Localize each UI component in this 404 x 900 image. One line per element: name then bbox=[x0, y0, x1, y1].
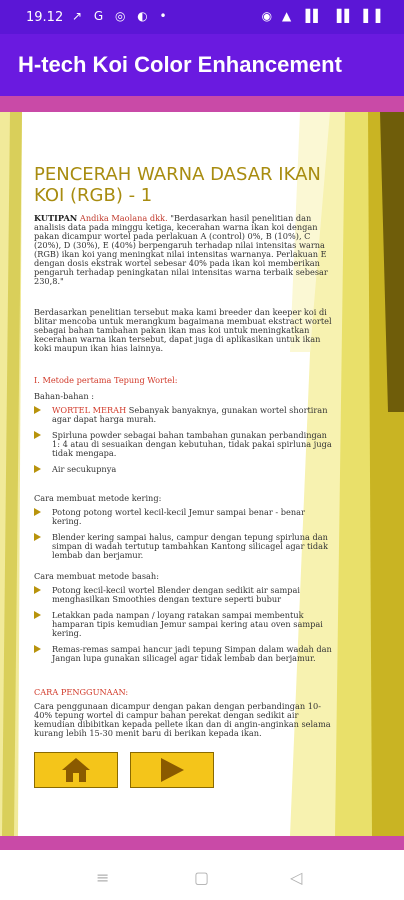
system-navigation-bar bbox=[0, 850, 404, 900]
app-bar bbox=[0, 34, 404, 96]
list-item bbox=[34, 406, 334, 424]
arrow-bullet-icon bbox=[34, 431, 41, 439]
app-title: H-tech Koi Color Enhancement bbox=[18, 52, 342, 77]
arrow-bullet-icon bbox=[34, 645, 41, 653]
bahan-label: Bahan-bahan : bbox=[34, 391, 95, 401]
list-item-text: Letakkan pada nampan / loyang ratakan sampai membentuk hamparan tipis kemudian Jemur sampai kering atau oven sampai kering. bbox=[52, 610, 323, 638]
home-nav-icon[interactable]: ▢ bbox=[194, 868, 210, 887]
list-item bbox=[34, 611, 334, 638]
arrow-bullet-icon bbox=[34, 406, 41, 414]
list-item-text: Remas-remas sampai hancur jadi tepung Simpan dalam wadah dan Jangan lupa gunakan silicagel agar tidak lembab dan berjamur. bbox=[52, 644, 332, 663]
system-status-icons: ◉ ▲ ▐▌ ▐▌ ▌▌ bbox=[261, 9, 388, 23]
list-item-text: Air secukupnya bbox=[52, 464, 117, 474]
list-item bbox=[34, 465, 334, 474]
notification-icons: ↗ G ◎ ◐ • bbox=[72, 9, 171, 23]
kutipan-label: KUTIPAN bbox=[34, 213, 78, 223]
play-icon bbox=[158, 757, 186, 783]
arrow-bullet-icon bbox=[34, 586, 41, 594]
next-button[interactable] bbox=[130, 752, 214, 788]
list-item-text: Potong kecil-kecil wortel Blender dengan sedikit air sampai menghasilkan Smoothies dengan texture seperti bubur bbox=[52, 585, 300, 604]
back-icon[interactable]: ◁ bbox=[290, 868, 303, 887]
author-name: Andika Maolana dkk. bbox=[79, 213, 168, 223]
arrow-bullet-icon bbox=[34, 465, 41, 473]
status-time: 19.12 bbox=[26, 10, 64, 25]
list-item bbox=[34, 586, 334, 604]
intro-paragraph: Berdasarkan penelitian tersebut maka kami breeder dan keeper koi di blitar mencoba untuk merangkum bagaimana membuat ekstract wortel sebagai bahan tambahan pakan ikan mas koi untuk meningkatkan kecerahan warna ikan tersebut, dapat juga di aplikasikan untuk ikan koki maupun ikan hias lainnya. bbox=[34, 307, 332, 353]
home-icon bbox=[61, 757, 91, 783]
kering-list bbox=[34, 508, 334, 567]
arrow-bullet-icon bbox=[34, 533, 41, 541]
arrow-bullet-icon bbox=[34, 508, 41, 516]
list-item-text: Potong potong wortel kecil-kecil Jemur sampai benar - benar kering. bbox=[52, 507, 305, 526]
top-accent-band bbox=[0, 96, 404, 112]
bottom-accent-band bbox=[0, 836, 404, 850]
arrow-bullet-icon bbox=[34, 611, 41, 619]
basah-label: Cara membuat metode basah: bbox=[34, 571, 159, 581]
status-bar bbox=[0, 0, 404, 34]
bahan-list bbox=[34, 406, 334, 481]
list-item-text: Spirluna powder sebagai bahan tambahan gunakan perbandingan 1: 4 atau di sesuaikan dengan kebutuhan, tidak pakai spirluna juga tidak mengapa. bbox=[52, 430, 332, 458]
slide-title: PENCERAH WARNA DASAR IKAN KOI (RGB) - 1 bbox=[34, 164, 321, 206]
list-item bbox=[34, 508, 334, 526]
citation-paragraph bbox=[34, 214, 334, 286]
wortel-merah-label: WORTEL MERAH bbox=[52, 405, 127, 415]
recent-apps-icon[interactable]: ≡ bbox=[96, 868, 110, 887]
list-item bbox=[34, 431, 334, 458]
citation-quote: "Berdasarkan hasil penelitian dan analisis data pada minggu ketiga, kecerahan warna ikan koi dengan pakan dicampur wortel pada perlakuan A (control) 0%, B (10%), C (20%), D (30%), E (40%) berpengaruh terhadap nilai intensitas warna (RGB) ikan koi yang meningkat nilai intensitas warnanya. Perlakuan E dengan dosis ekstrak wortel sebesar 40% pada ikan koi memberikan pengaruh terhadap peningkatan nilai intensitas warna terbaik sebesar 230,8." bbox=[34, 213, 328, 286]
usage-heading: CARA PENGGUNAAN: bbox=[34, 687, 129, 697]
list-item bbox=[34, 645, 334, 663]
list-item bbox=[34, 533, 334, 560]
slide-viewer[interactable] bbox=[0, 112, 404, 836]
home-button[interactable] bbox=[34, 752, 118, 788]
basah-list bbox=[34, 586, 334, 670]
kering-label: Cara membuat metode kering: bbox=[34, 493, 162, 503]
method-heading: I. Metode pertama Tepung Wortel: bbox=[34, 375, 178, 385]
usage-paragraph: Cara penggunaan dicampur dengan pakan dengan perbandingan 10-40% tepung wortel di campur bahan perekat dengan sedikit air kemudian dibibitkan kepada pellete ikan dan di angin-anginkan selama kurang lebih 15-30 menit baru di berikan kepada ikan. bbox=[34, 701, 331, 738]
list-item-text: Sebanyak banyaknya, gunakan wortel shortiran agar dapat harga murah. bbox=[52, 405, 328, 424]
list-item-text: Blender kering sampai halus, campur dengan tepung spirluna dan simpan di wadah tertutup tambahkan Kantong silicagel agar tidak lembab dan berjamur. bbox=[52, 532, 328, 560]
